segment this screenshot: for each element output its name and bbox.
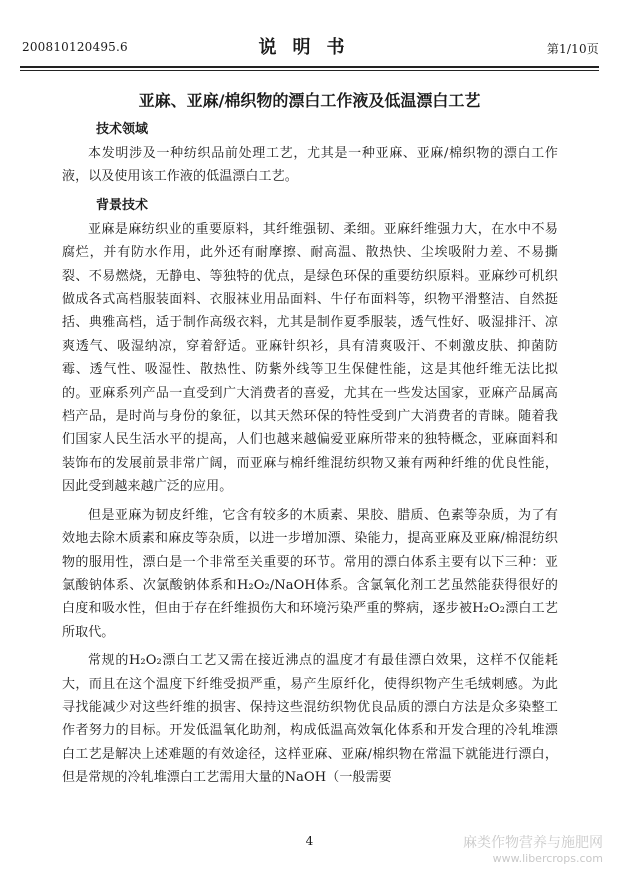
document-title: 亚麻、亚麻/棉织物的漂白工作液及低温漂白工艺: [138, 91, 481, 110]
section-heading: 背景技术: [96, 197, 149, 213]
watermark: [463, 835, 603, 867]
paragraph: 亚麻是麻纺织业的重要原料，其纤维强韧、柔细。亚麻纤维强力大，在水中不易腐烂，并有防水作用，此外还有耐摩擦、耐高温、散热快、尘埃吸附力差、不易撕裂、不易燃烧，无静电、等独特的优点，是绿色环保的重要纺织原料。亚麻纱可机织做成各式高档服装面料、衣服袜业用品面料、牛仔布面料等，织物平滑整洁、自然挺括、典雅高档，适于制作高级衣料，尤其是制作夏季服装，透气性好、吸湿排汗、凉爽透气、吸湿纳凉，穿着舒适。亚麻针织衫，具有清爽吸汗、不刺激皮肤、抑菌防霉、透气性、吸湿性、散热性、防紫外线等卫生保健性能，这是其他纤维无法比拟的。亚麻系列产品一直受到广大消费者的喜爱，尤其在一些发达国家，亚麻产品属高档产品，是时尚与身份的象征，以其天然环保的特性受到广大消费者的青睐。随着我们国家人民生活水平的提高，人们也越来越偏爱亚麻所带来的独特概念，亚麻面料和装饰布的发展前景非常广阔，而亚麻与棉纤维混纺织物又兼有两种纤维的优良性能，因此受到越来越广泛的应用。: [62, 221, 558, 495]
page-header-title: 说明书: [258, 37, 361, 58]
document-number: 200810120495.6: [22, 40, 128, 54]
watermark-url: www.libercrops.com: [492, 852, 603, 865]
section-background: [62, 194, 558, 790]
section-technical-field: [62, 118, 558, 189]
page-reference: 第1/10页: [546, 42, 599, 56]
header-rule-thin: [20, 70, 599, 71]
header-rule-thick: [20, 66, 599, 68]
paragraph: 本发明涉及一种纺织品前处理工艺，尤其是一种亚麻、亚麻/棉织物的漂白工作液，以及使用该工作液的低温漂白工艺。: [62, 146, 558, 185]
page-number: 4: [305, 834, 314, 848]
watermark-site-name: 麻类作物营养与施肥网: [463, 835, 603, 851]
section-heading: 技术领域: [96, 122, 149, 137]
document-body: [62, 118, 558, 795]
paragraph: 常规的H₂O₂漂白工艺又需在接近沸点的温度才有最佳漂白效果，这样不仅能耗大，而且在这个温度下纤维受损严重，易产生原纤化，使得织物产生毛绒刺感。为此寻找能减少对这些纤维的损害、保持这些混纺织物优良品质的漂白方法是众多染整工作者努力的目标。开发低温氧化助剂，构成低温高效氧化体系和开发合理的冷轧堆漂白工艺是解决上述难题的有效途径，这样亚麻、亚麻/棉织物在常温下就能进行漂白，但是常规的冷轧堆漂白工艺需用大量的NaOH（一般需要: [62, 653, 558, 786]
paragraph: 但是亚麻为韧皮纤维，它含有较多的木质素、果胶、腊质、色素等杂质，为了有效地去除木质素和麻皮等杂质，以进一步增加漂、染能力，提高亚麻及亚麻/棉混纺织物的服用性，漂白是一个非常至关重要的环节。常用的漂白体系主要有以下三种：亚氯酸钠体系、次氯酸钠体系和H₂O₂/NaOH体系。含氯氧化剂工艺虽然能获得很好的白度和吸水性，但由于存在纤维损伤大和环境污染严重的弊病，逐步被H₂O₂漂白工艺所取代。: [62, 507, 558, 640]
